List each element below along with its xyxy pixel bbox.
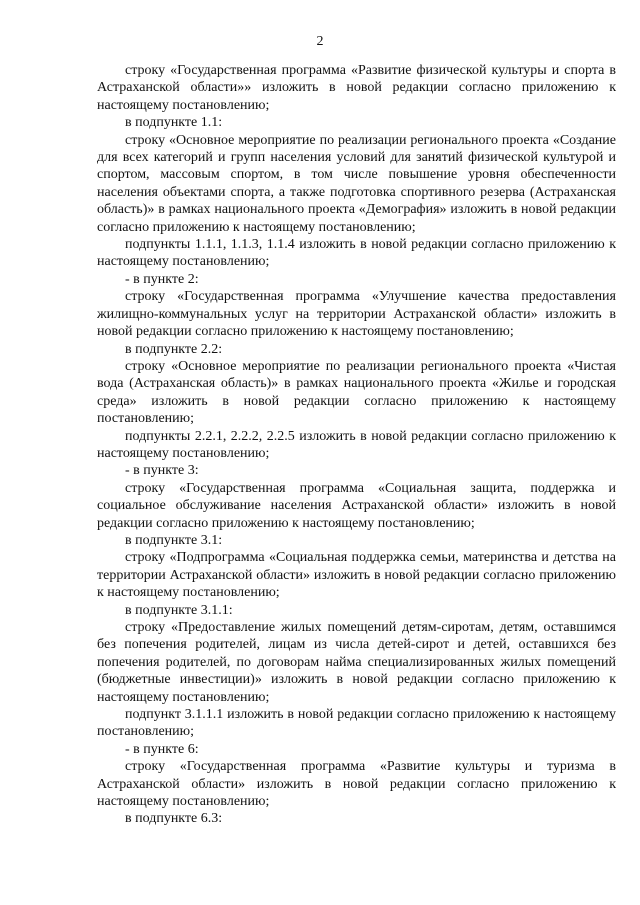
paragraph: в подпункте 3.1.1: bbox=[125, 602, 233, 618]
paragraph: строку «Государственная программа «Развитие физической культуры и спорта в Астраханской области»» изложить в новой редакции согласно приложению к настоящему постановлению; bbox=[97, 63, 616, 113]
paragraph: подпункты 1.1.1, 1.1.3, 1.1.4 изложить в новой редакции согласно приложению к настоящему постановлению; bbox=[97, 237, 616, 270]
paragraph: строку «Государственная программа «Развитие культуры и туризма в Астраханской области» изложить в новой редакции согласно приложению к настоящему постановлению; bbox=[97, 759, 616, 810]
paragraph: - в пункте 3: bbox=[125, 463, 199, 479]
paragraph: строку «Подпрограмма «Социальная поддержка семьи, материнства и детства на территории Астраханской области» изложить в новой редакции согласно приложению к настоящему постановлению; bbox=[97, 550, 616, 601]
paragraph: подпункты 2.2.1, 2.2.2, 2.2.5 изложить в новой редакции согласно приложению к настоящему постановлению; bbox=[97, 428, 616, 461]
paragraph: в подпункте 1.1: bbox=[125, 115, 223, 131]
paragraph: в подпункте 2.2: bbox=[125, 341, 223, 357]
document-body bbox=[97, 62, 616, 828]
paragraph: строку «Государственная программа «Улучшение качества предоставления жилищно-коммунальных услуг на территории Астраханской области» изложить в новой редакции согласно приложению к настоящему постановлению; bbox=[97, 289, 616, 340]
paragraph: подпункт 3.1.1.1 изложить в новой редакции согласно приложению к настоящему постановлению; bbox=[97, 707, 616, 740]
page-number: 2 bbox=[316, 34, 324, 49]
paragraph: в подпункте 6.3: bbox=[125, 811, 223, 827]
paragraph: в подпункте 3.1: bbox=[125, 532, 223, 548]
paragraph: строку «Предоставление жилых помещений детям-сиротам, детям, оставшимся без попечения родителей, лицам из числа детей-сирот и детей, оставшихся без попечения родителей, по договорам найма специализированных жилых помещений (бюджетные инвестиции)» изложить в новой редакции согласно приложению к настоящему постановлению; bbox=[97, 620, 616, 705]
paragraph: строку «Основное мероприятие по реализации регионального проекта «Создание для всех категорий и групп населения условий для занятий физической культурой и спортом, массовым спортом, в том числе повышение уровня обеспеченности населения объектами спорта, а также подготовка спортивного резерва (Астраханская область)» в рамках национального проекта «Демография» изложить в новой редакции согласно приложению к настоящему постановлению; bbox=[97, 132, 616, 235]
paragraph: строку «Основное мероприятие по реализации регионального проекта «Чистая вода (Астраханская область)» в рамках национального проекта «Жилье и городская среда» изложить в новой редакции согласно приложению к настоящему постановлению; bbox=[97, 358, 616, 427]
paragraph: - в пункте 2: bbox=[125, 271, 199, 287]
paragraph: - в пункте 6: bbox=[125, 741, 199, 757]
paragraph: строку «Государственная программа «Социальная защита, поддержка и социальное обслуживание населения Астраханской области» изложить в новой редакции согласно приложению к настоящему постановлению; bbox=[97, 480, 616, 531]
